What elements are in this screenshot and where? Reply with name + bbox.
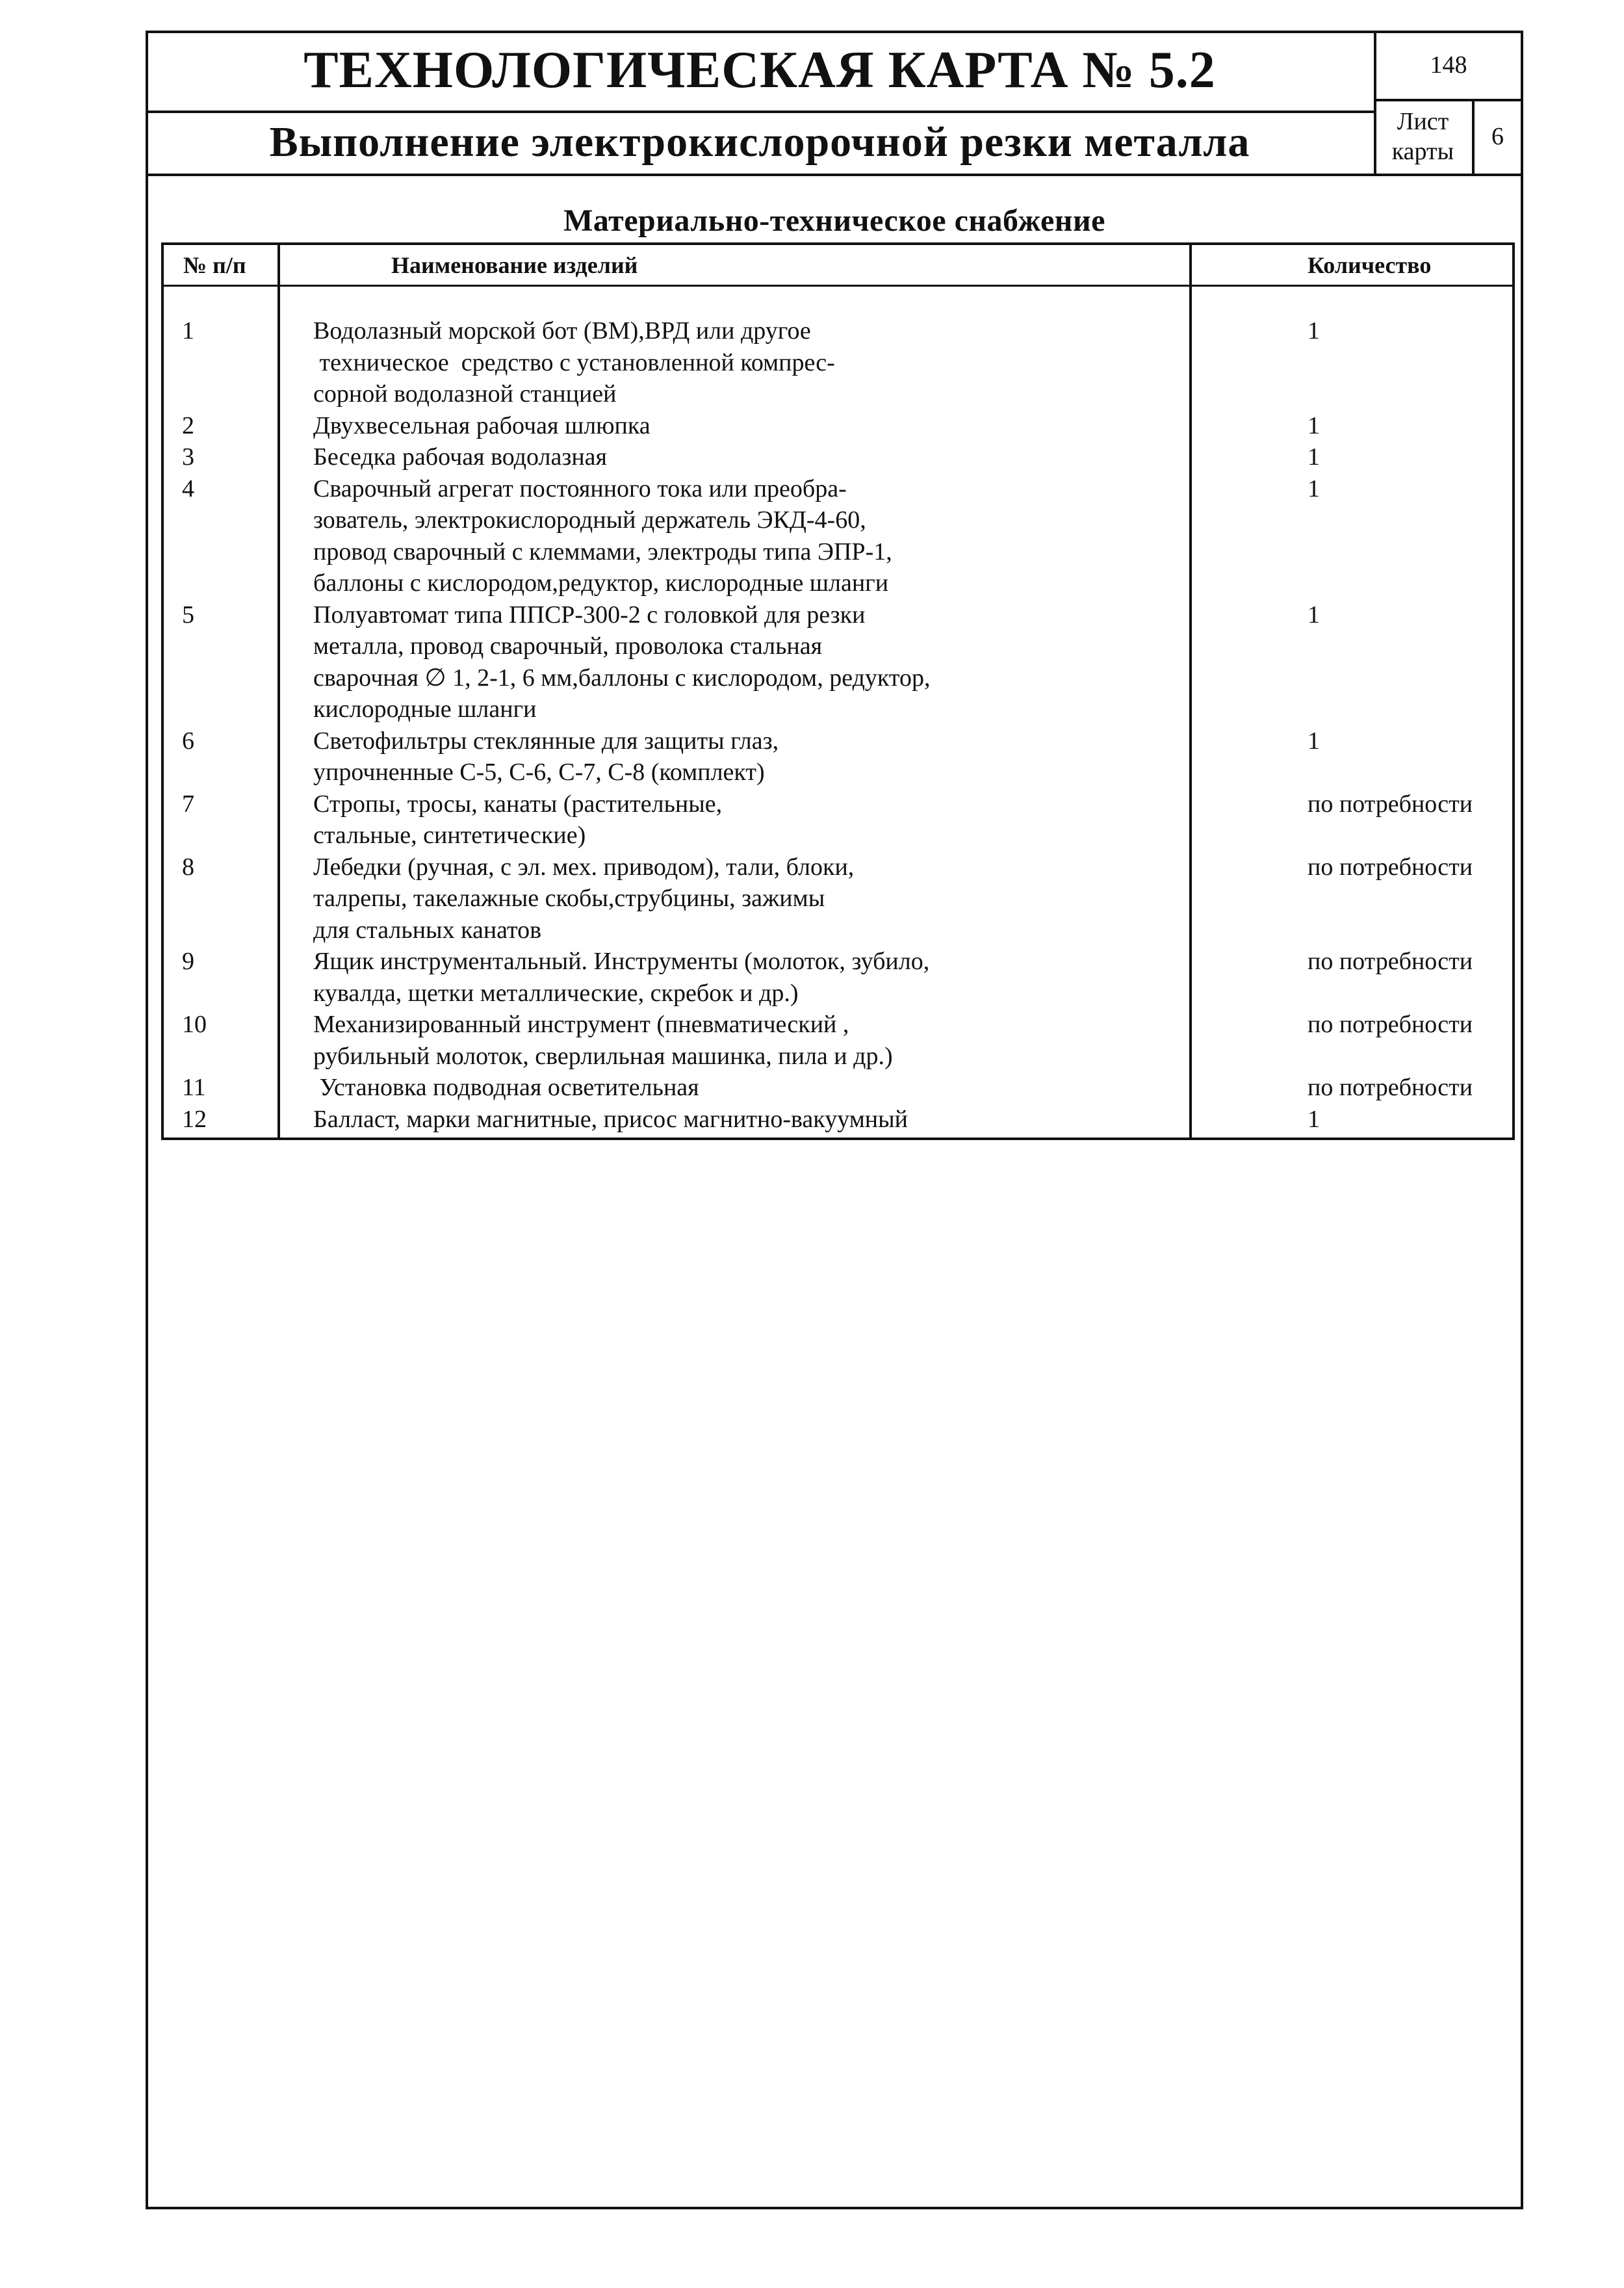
sheet-label-line1: Лист — [1397, 107, 1449, 135]
card-title-cell — [146, 31, 1376, 113]
row-quantity: 1 — [1308, 474, 1320, 502]
table-header-divider — [164, 285, 1512, 287]
card-subtitle: Выполнение электрокислорочной резки металла — [269, 118, 1250, 166]
row-item-name — [313, 852, 1184, 946]
sheet-label-line2: карты — [1391, 137, 1454, 165]
item-name-line: кувалда, щетки металлические, скребок и др.) — [313, 979, 799, 1007]
sheet-label — [1374, 99, 1475, 176]
page-number: 148 — [1374, 31, 1523, 101]
item-name-line: сварочная ∅ 1, 2-1, 6 мм,баллоны с кислородом, редуктор, — [313, 664, 931, 692]
supply-table — [161, 242, 1515, 1140]
row-number: 5 — [182, 601, 194, 629]
item-name-line: Стропы, тросы, канаты (растительные, — [313, 790, 723, 818]
card-subtitle-cell — [146, 110, 1376, 176]
row-item-name — [313, 946, 1184, 1009]
row-number: 10 — [182, 1011, 207, 1038]
row-number: 3 — [182, 443, 194, 471]
row-quantity: 1 — [1308, 727, 1320, 755]
item-name-line: Лебедки (ручная, с эл. мех. приводом), тали, блоки, — [313, 853, 855, 881]
row-quantity: 1 — [1308, 1105, 1320, 1133]
row-item-name — [313, 315, 1184, 410]
column-header-name: Наименование изделий — [391, 252, 638, 278]
row-number: 4 — [182, 474, 194, 502]
sheet-number: 6 — [1472, 99, 1523, 176]
card-title: ТЕХНОЛОГИЧЕСКАЯ КАРТА № 5.2 — [303, 42, 1216, 99]
column-header-quantity: Количество — [1308, 252, 1432, 278]
item-name-line: упрочненные С-5, С-6, С-7, С-8 (комплект) — [313, 759, 765, 786]
table-row — [164, 473, 1512, 599]
table-row — [164, 1104, 1512, 1136]
row-number: 12 — [182, 1105, 207, 1133]
row-item-name — [313, 441, 1184, 473]
row-item-name — [313, 599, 1184, 725]
row-quantity: 1 — [1308, 411, 1320, 439]
row-number: 7 — [182, 790, 194, 818]
row-number: 2 — [182, 411, 194, 439]
item-name-line: металла, провод сварочный, проволока стальная — [313, 632, 823, 660]
row-item-name — [313, 473, 1184, 599]
item-name-line: баллоны с кислородом,редуктор, кислородные шланги — [313, 569, 889, 597]
table-row — [164, 441, 1512, 473]
table-row — [164, 852, 1512, 946]
row-quantity: по потребности — [1308, 1011, 1473, 1038]
item-name-line: Ящик инструментальный. Инструменты (молоток, зубило, — [313, 948, 930, 975]
row-item-name — [313, 1009, 1184, 1072]
item-name-line: сорной водолазной станцией — [313, 380, 617, 408]
table-row — [164, 410, 1512, 442]
table-row — [164, 725, 1512, 788]
row-quantity: по потребности — [1308, 853, 1473, 881]
item-name-line: талрепы, такелажные скобы,струбцины, зажимы — [313, 885, 825, 912]
row-quantity: 1 — [1308, 317, 1320, 344]
item-name-line: стальные, синтетические) — [313, 822, 586, 849]
table-row — [164, 599, 1512, 725]
item-name-line: провод сварочный с клеммами, электроды типа ЭПР-1, — [313, 538, 892, 566]
column-header-number: № п/п — [183, 252, 246, 278]
section-title: Материально-техническое снабжение — [563, 203, 1105, 238]
item-name-line: для стальных канатов — [313, 916, 542, 944]
item-name-line: кислородные шланги — [313, 696, 537, 723]
row-item-name — [313, 1104, 1184, 1136]
table-body — [164, 315, 1512, 1135]
row-number: 11 — [182, 1074, 206, 1101]
table-row — [164, 1009, 1512, 1072]
row-quantity: 1 — [1308, 443, 1320, 471]
row-number: 9 — [182, 948, 194, 975]
row-quantity: по потребности — [1308, 790, 1473, 818]
item-name-line: рубильный молоток, сверлильная машинка, пила и др.) — [313, 1042, 893, 1070]
item-name-line: Механизированный инструмент (пневматический , — [313, 1011, 849, 1038]
row-quantity: 1 — [1308, 601, 1320, 629]
table-row — [164, 946, 1512, 1009]
item-name-line: Светофильтры стеклянные для защиты глаз, — [313, 727, 779, 755]
row-item-name — [313, 725, 1184, 788]
row-quantity: по потребности — [1308, 948, 1473, 975]
row-number: 6 — [182, 727, 194, 755]
table-row — [164, 788, 1512, 852]
item-name-line: Полуавтомат типа ППСР-300-2 с головкой для резки — [313, 601, 866, 629]
row-item-name — [313, 1072, 1184, 1104]
table-row — [164, 1072, 1512, 1104]
item-name-line: Двухвесельная рабочая шлюпка — [313, 411, 651, 439]
table-row — [164, 315, 1512, 410]
row-item-name — [313, 410, 1184, 442]
row-item-name — [313, 788, 1184, 852]
item-name-line: Беседка рабочая водолазная — [313, 443, 608, 471]
row-number: 8 — [182, 853, 194, 881]
item-name-line: Балласт, марки магнитные, присос магнитно-вакуумный — [313, 1105, 908, 1133]
item-name-line: Установка подводная осветительная — [313, 1074, 699, 1101]
row-number: 1 — [182, 317, 194, 344]
item-name-line: Сварочный агрегат постоянного тока или преобра- — [313, 474, 847, 502]
item-name-line: техническое средство с установленной компрес- — [313, 348, 835, 376]
item-name-line: Водолазный морской бот (ВМ),ВРД или другое — [313, 317, 811, 344]
row-quantity: по потребности — [1308, 1074, 1473, 1101]
item-name-line: зователь, электрокислородный держатель ЭКД-4-60, — [313, 506, 866, 534]
